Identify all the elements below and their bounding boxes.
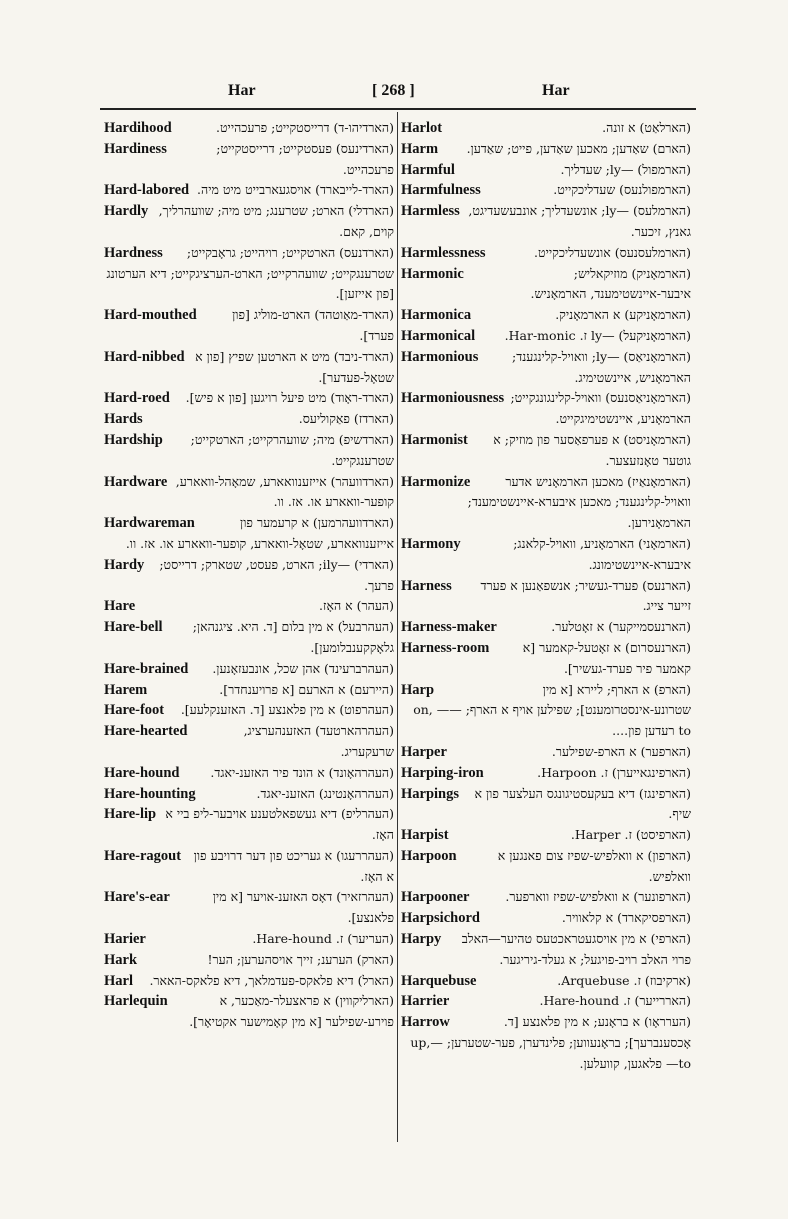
dictionary-entry xyxy=(104,784,394,805)
headword: Harmonic xyxy=(401,265,464,282)
headword: Hare-foot xyxy=(104,702,165,719)
dictionary-entry xyxy=(401,1012,691,1074)
definition: (הארפון) א וואלפיש-שפיז צום פאנגען א וואלפיש. xyxy=(497,847,691,884)
definition: (הארמאָניקע) א הארמאָניק. xyxy=(555,307,691,323)
dictionary-entry xyxy=(401,388,691,430)
headword: Harmonious xyxy=(401,348,479,365)
dictionary-entry xyxy=(401,305,691,326)
dictionary-entry xyxy=(401,472,691,534)
dictionary-entry xyxy=(401,139,691,160)
headword: Harpooner xyxy=(401,889,470,906)
definition: (הארנעס) פערד-געשיר; אנשפאַנען א פערד זייער צייג. xyxy=(480,577,691,614)
dictionary-entry xyxy=(104,846,394,888)
headword: Hare-brained xyxy=(104,660,189,677)
dictionary-entry xyxy=(104,950,394,971)
definition: (הארד-ראָוד) מיט פיעל רויגען [פון א פיש]. xyxy=(185,390,394,406)
definition: (הארמלעסנעס) אונשעדליכקייט. xyxy=(534,244,691,260)
definition: (העהרפוט) א מין פלאנצע [ד. האזענקלעע]. xyxy=(180,702,394,718)
headword: Harrier xyxy=(401,993,450,1010)
dictionary-entry xyxy=(104,991,394,1033)
headword: Hare-hearted xyxy=(104,723,188,740)
headword: Harping-iron xyxy=(401,764,484,781)
dictionary-entry xyxy=(401,264,691,306)
dictionary-entry xyxy=(104,409,394,430)
definition: (הארדלי) הארט; שטרענג; מיט מיה; שוועהרליך, קוים, קאם. xyxy=(158,203,394,239)
headword: Harmonist xyxy=(401,431,468,448)
dictionary-entry xyxy=(401,118,691,139)
definition: (הערראָו) א בראָנע; א מין פלאנצע [ד. אָכסענברעך]; בראָנעווען; פלינדערן, פער-שטערען; —up, —to פלאגען, קוועלען. xyxy=(410,1014,691,1071)
headword: Harpoon xyxy=(401,847,457,864)
headword: Hardness xyxy=(104,244,163,261)
dictionary-entry xyxy=(401,784,691,826)
dictionary-entry xyxy=(104,201,394,243)
definition: (הארפונער) א וואלפיש-שפיז ווארפער. xyxy=(505,889,691,905)
definition: (הארד-ניבד) מיט א הארטען שפיץ [פון א שטאָל-פעדער]. xyxy=(195,348,394,385)
definition: (הארמאָניאַס) —ly; וואויל-קלינגענד; הארמאָניש, איינשטימיג. xyxy=(512,348,691,385)
dictionary-entry xyxy=(401,160,691,181)
definition: (הארפ) א הארף; ליירא [א מין שטרונע-אינסטרומענט]; שפילען אויף א הארף; —on, —to רעדען פון.... xyxy=(413,681,691,739)
headword: Harper xyxy=(401,743,447,760)
definition: (העהר) א האָז. xyxy=(319,598,394,614)
dictionary-entry xyxy=(401,180,691,201)
dictionary-entry xyxy=(104,118,394,139)
headword: Hardiness xyxy=(104,140,167,157)
headword: Hare's-ear xyxy=(104,889,170,906)
headword: Harm xyxy=(401,140,439,157)
page-number: [ 268 ] xyxy=(372,82,415,99)
dictionary-entry xyxy=(401,638,691,680)
headword: Hark xyxy=(104,951,138,968)
definition: (העהרזאיר) דאָס האזענ-אויער [א מין פלאנצע]. xyxy=(212,889,394,926)
headword: Hardship xyxy=(104,431,163,448)
definition: (העהרהאָונד) א הונד פיר האזענ-יאגד. xyxy=(210,764,394,780)
definition: (הארפי) א מין אויסגעטראכטעס טהיער—האלב פרוי האלב רויב-פויגעל; א געלד-גיריגער. xyxy=(461,931,691,967)
dictionary-entry xyxy=(104,929,394,950)
headword: Harmlessness xyxy=(401,244,486,261)
dictionary-entry xyxy=(104,680,394,701)
headword: Harpy xyxy=(401,931,442,948)
dictionary-entry xyxy=(104,555,394,597)
headword: Harlot xyxy=(401,120,443,136)
dictionary-entry xyxy=(104,430,394,472)
headword: Hardwareman xyxy=(104,515,195,532)
definition: (הארנעסרום) א זאָטעל-קאמער [א קאמער פיר פערד-געשיר]. xyxy=(522,639,691,676)
definition: (הארנעסמייקער) א זאָטלער. xyxy=(551,619,691,635)
definition: (הארם) שאַדען; מאכען שאַדען, פייט; שאַדען. xyxy=(466,140,691,156)
page-header xyxy=(100,78,696,108)
definition: (הארדי) —ily; הארט, פעסט, שטארק; דרייסט; פרעך. xyxy=(159,556,394,593)
dictionary-entry xyxy=(401,617,691,638)
definition: (העריער) ז. Hare-hound. xyxy=(252,931,394,947)
headword: Hard-roed xyxy=(104,390,170,407)
definition: (הארפסיקארד) א קלאוויר. xyxy=(561,910,691,926)
definition: (האררייער) ז. Hare-hound. xyxy=(539,993,691,1009)
definition: (הארמאָניקעל) —ly ז. Har-monic. xyxy=(504,327,691,343)
dictionary-entry xyxy=(104,617,394,659)
definition: (הארליקווין) א פראצעלר-מאַכער, א פוירע-שפילער [א מין קאָמישער אקטיאָר]. xyxy=(189,993,394,1030)
dictionary-entry xyxy=(401,991,691,1012)
dictionary-entry xyxy=(104,472,394,514)
definition: (הארדשיפ) מיה; שוועהרקייט; הארטקייט; שטרענגקייט. xyxy=(190,431,394,468)
definition: (הארפיסט) ז. Harper. xyxy=(570,827,691,843)
headword: Hards xyxy=(104,411,143,428)
headword: Hare-lip xyxy=(104,806,157,823)
header-left-guide-word: Har xyxy=(228,82,256,99)
dictionary-entry xyxy=(401,825,691,846)
headword: Harmful xyxy=(401,161,455,178)
headword: Harmoniousness xyxy=(401,390,505,407)
dictionary-entry xyxy=(401,326,691,347)
definition: (הארדינעס) פעסטקייט; דרייסטקייט; פרעכהייט. xyxy=(216,140,394,177)
definition: (הארמפול) —ly; שעדליך. xyxy=(560,161,691,177)
headword: Hardly xyxy=(104,203,149,220)
definition: (הארפער) א הארפ-שפילער. xyxy=(551,743,691,759)
dictionary-entry xyxy=(401,763,691,784)
dictionary-entry xyxy=(104,513,394,555)
headword: Harlequin xyxy=(104,993,168,1010)
headword: Harmony xyxy=(401,535,461,552)
headword: Hard-mouthed xyxy=(104,307,197,324)
definition: (העהררעגו) א געריכט פון דער דרויבע פון א האָז. xyxy=(193,847,394,884)
definition: (הארמאָניסט) א פערפאַסער פון מוזיק; א גוטער טאָנזעצער. xyxy=(493,431,691,468)
dictionary-entry xyxy=(401,887,691,908)
dictionary-entry xyxy=(401,846,691,888)
dictionary-entry xyxy=(104,305,394,347)
headword: Hare-bell xyxy=(104,619,163,636)
definition: (הארל) דיא פלאקס-פעדמלאך, דיא פלאקס-האאר. xyxy=(149,972,394,988)
definition: (הארפינגאייערן) ז. Harpoon. xyxy=(537,764,691,780)
headword: Harem xyxy=(104,681,148,698)
headword: Harp xyxy=(401,681,435,698)
dictionary-entry xyxy=(104,887,394,929)
headword: Harpsichord xyxy=(401,910,480,927)
dictionary-entry xyxy=(401,430,691,472)
headword: Harmfulness xyxy=(401,182,481,199)
headword: Hare-ragout xyxy=(104,847,182,864)
left-column xyxy=(104,118,394,1033)
definition: (הארק) הערענ; זייך אויסהערען; הער! xyxy=(207,951,394,967)
header-rule xyxy=(100,108,696,110)
dictionary-entry xyxy=(401,534,691,576)
headword: Hare-hounting xyxy=(104,785,196,802)
dictionary-entry xyxy=(401,742,691,763)
column-divider xyxy=(397,112,398,1142)
header-right-guide-word: Har xyxy=(542,82,570,99)
definition: (הארדוועהר) אייזענוואארע, שמאָהל-וואארע, קופער-וואארע או. אז. וו. xyxy=(175,473,394,510)
dictionary-entry xyxy=(104,971,394,992)
headword: Hare xyxy=(104,598,136,615)
definition: (הארדוועהרמען) א קרעמער פון אייזענוואארע, שטאָל-וואארע, קופער-וואארע או. אז. וו. xyxy=(125,515,394,551)
headword: Harier xyxy=(104,931,146,948)
headword: Harness-room xyxy=(401,639,490,656)
headword: Hardware xyxy=(104,473,168,490)
definition: (הארמלעס) —ly; אונשעדליך; אונבעשעדיגט, גאנץ, זיכער. xyxy=(468,203,691,239)
headword: Harpings xyxy=(401,785,460,802)
headword: Hard-labored xyxy=(104,182,190,199)
definition: (הארמאָני) הארמאָניע, וואויל-קלאנג; איבערא-איינשטימונג. xyxy=(513,535,691,572)
definition: (היירעם) א הארעם [א פרויענחדר]. xyxy=(219,681,394,697)
headword: Harness xyxy=(401,577,452,594)
headword: Harmonical xyxy=(401,327,476,344)
dictionary-entry xyxy=(104,763,394,784)
definition: (העהרליפ) דיא געשפאלטענע אויבער-ליפ ביי א האָז. xyxy=(165,806,394,843)
dictionary-entry xyxy=(401,347,691,389)
dictionary-entry xyxy=(401,908,691,929)
dictionary-entry xyxy=(401,576,691,618)
headword: Harmonize xyxy=(401,473,471,490)
headword: Harmonica xyxy=(401,307,472,324)
definition: (הארדז) פאַקוליעס. xyxy=(298,411,394,427)
dictionary-entry xyxy=(401,971,691,992)
headword: Hard-nibbed xyxy=(104,348,185,365)
dictionary-entry xyxy=(104,243,394,305)
definition: (הארד-מאַוטהד) הארט-מוליג [פון פערד]. xyxy=(232,307,394,343)
dictionary-entry xyxy=(401,680,691,742)
definition: (הארמאָניאַסנעס) וואויל-קלינגונגקייט; הארמאָניע, איינשטימיגקייט. xyxy=(510,390,691,427)
definition: (הארד-לייבארד) אויסגעארבייט מיט מיה. xyxy=(197,182,394,198)
dictionary-entry xyxy=(104,139,394,181)
definition: (הארמאָנאַיז) מאכען הארמאָניש אדער וואויל-קלינגענד; מאכען איבערא-איינשטימענד; הארמאָנירען. xyxy=(467,473,691,531)
dictionary-entry xyxy=(104,180,394,201)
headword: Harmless xyxy=(401,203,460,220)
definition: (הארלאַט) א זונה. xyxy=(602,120,691,135)
definition: (העהרברעינד) אהן שכל, אונבעזאָנען. xyxy=(212,660,394,676)
headword: Harl xyxy=(104,972,133,989)
dictionary-entry xyxy=(104,388,394,409)
dictionary-entry xyxy=(104,596,394,617)
definition: (הארמפולנעס) שעדליכקייט. xyxy=(553,182,691,198)
dictionary-entry xyxy=(401,243,691,264)
definition: (הארדיהו-ד) דרייסטקייט; פרעכהייט. xyxy=(216,120,394,135)
definition: (הארדנעס) הארטקייט; רויהייט; גראָבקייט; שטרענגקייט; שוועהרקייט; הארט-הערציגקייט; דיא הערטונג [פון אייזען]. xyxy=(106,244,394,302)
definition: (הארמאָניק) מוזיקאליש; איבער-איינשטימענד, הארמאָניש. xyxy=(530,265,691,302)
headword: Hardy xyxy=(104,556,145,573)
definition: (ארקיבוז) ז. Arquebuse. xyxy=(557,972,691,988)
dictionary-entry xyxy=(401,201,691,243)
headword: Harrow xyxy=(401,1014,450,1031)
headword: Harness-maker xyxy=(401,619,497,636)
dictionary-entry xyxy=(104,659,394,680)
dictionary-entry xyxy=(401,929,691,971)
definition: (הארפינגז) דיא בעקעסטיגונגס העלצער פון א שיף. xyxy=(474,785,691,822)
headword: Harquebuse xyxy=(401,972,477,989)
dictionary-entry xyxy=(104,804,394,846)
definition: (העהרבעל) א מין בלום [ד. היא. ציגנהאן; גלאָקקענבלומען]. xyxy=(192,619,394,655)
dictionary-entry xyxy=(104,347,394,389)
dictionary-entry xyxy=(104,700,394,721)
definition: (העהרהאָנטינג) האזענ-יאגד. xyxy=(256,785,394,801)
headword: Hare-hound xyxy=(104,764,180,781)
right-column xyxy=(401,118,691,1075)
headword: Hardihood xyxy=(104,120,172,136)
definition: (העהרהארטעד) האזענהערציג, שרעקעריג. xyxy=(243,723,394,759)
dictionary-entry xyxy=(104,721,394,763)
headword: Harpist xyxy=(401,827,449,844)
